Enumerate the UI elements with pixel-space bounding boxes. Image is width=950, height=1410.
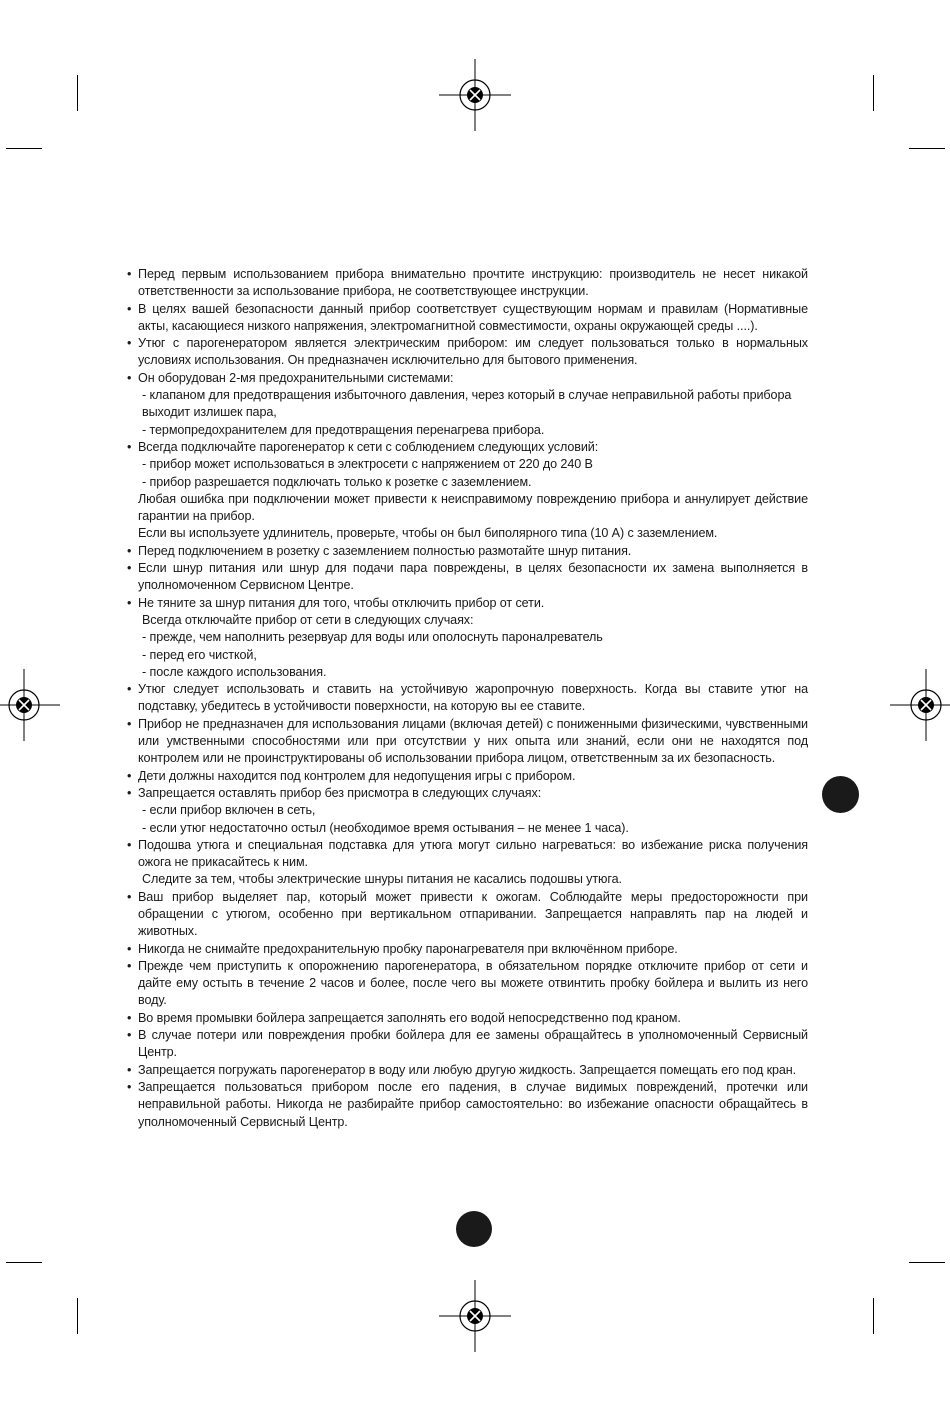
registration-target-top: [439, 59, 511, 131]
sub-item: - прибор может использоваться в электросети с напряжением от 220 до 240 В: [142, 457, 593, 472]
bullet-paragraph: • Запрещается оставлять прибор без присмотра в следующих случаях:: [126, 785, 808, 802]
bullet-paragraph: • Если шнур питания или шнур для подачи пара повреждены, в целях безопасности их замена выполняется в уполномоченном Сервисном Центре.: [126, 560, 808, 595]
crop-mark-bottom-right-vertical: [873, 1298, 874, 1334]
page-number-dot: [456, 1211, 492, 1247]
continuation-paragraph: Если вы используете удлинитель, проверьте, чтобы он был биполярного типа (10 А) с заземлением.: [138, 526, 718, 541]
sub-item: - прибор разрешается подключать только к розетке с заземлением.: [142, 474, 532, 489]
continuation-paragraph: Всегда отключайте прибор от сети в следующих случаях:: [142, 612, 474, 627]
crop-mark-bottom-right-horizontal: [909, 1262, 945, 1263]
bullet-paragraph: • В случае потери или повреждения пробки бойлера для ее замены обращайтесь в уполномоченный Сервисный Центр.: [126, 1027, 808, 1062]
sub-item: - если прибор включен в сеть,: [142, 803, 316, 818]
bullet-paragraph: • Запрещается пользоваться прибором после его падения, в случае видимых повреждений, протечки или неправильной работы. Никогда не разбирайте прибор самостоятельно: во избежание опасности обращайтесь в уполномоченный Сервисный Центр.: [126, 1079, 808, 1131]
crop-mark-bottom-left-vertical: [77, 1298, 78, 1334]
bullet-paragraph: • Перед первым использованием прибора внимательно прочтите инструкцию: производитель не несет никакой ответственности за использование прибора, не соответствующее инструкции.: [126, 266, 808, 301]
language-tab-dot: [822, 776, 859, 813]
bullet-paragraph: • Утюг с парогенератором является электрическим прибором: им следует пользоваться только в нормальных условиях использования. Он предназначен исключительно для бытового применения.: [126, 335, 808, 370]
registration-target-right: [890, 669, 950, 741]
safety-instructions: [126, 266, 808, 1131]
bullet-paragraph: • Ваш прибор выделяет пар, который может привести к ожогам. Соблюдайте меры предосторожности при обращении с утюгом, особенно при вертикальном отпаривании. Запрещается направлять пар на людей и животных.: [126, 889, 808, 941]
bullet-paragraph: • Прежде чем приступить к опорожнению парогенератора, в обязательном порядке отключите прибор от сети и дайте ему остыть в течение 2 часов и более, после чего вы можете отвинтить пробку бойлера и вылить из него воду.: [126, 958, 808, 1010]
continuation-paragraph: Следите за тем, чтобы электрические шнуры питания не касались подошвы утюга.: [142, 872, 622, 887]
bullet-paragraph: • Во время промывки бойлера запрещается заполнять его водой непосредственно под краном.: [126, 1010, 808, 1027]
sub-item: - клапаном для предотвращения избыточного давления, через который в случае неправильной работы прибора выходит излишек пара,: [142, 388, 792, 420]
bullet-paragraph: • Не тяните за шнур питания для того, чтобы отключить прибор от сети.: [126, 595, 808, 612]
bullet-paragraph: • Прибор не предназначен для использования лицами (включая детей) с пониженными физическими, чувственными или умственными способностями или при отсутствии у них опыта или знаний, если они не находятся под контролем или не проинструктированы об использовании прибора лицом, ответственным за их безопасность.: [126, 716, 808, 768]
bullet-paragraph: • Никогда не снимайте предохранительную пробку паронагревателя при включённом приборе.: [126, 941, 808, 958]
bullet-paragraph: • В целях вашей безопасности данный прибор соответствует существующим нормам и правилам (Нормативные акты, касающиеся низкого напряжения, электромагнитной совместимости, охраны окружающей среды ....).: [126, 301, 808, 336]
crop-mark-top-right-horizontal: [909, 148, 945, 149]
crop-mark-bottom-left-horizontal: [6, 1262, 42, 1263]
continuation-paragraph: Любая ошибка при подключении может привести к неисправимому повреждению прибора и аннулирует действие гарантии на прибор.: [138, 491, 808, 524]
registration-target-bottom: [439, 1280, 511, 1352]
crop-mark-top-left-horizontal: [6, 148, 42, 149]
bullet-paragraph: • Он оборудован 2-мя предохранительными системами:: [126, 370, 808, 387]
bullet-paragraph: • Перед подключением в розетку с заземлением полностью размотайте шнур питания.: [126, 543, 808, 560]
crop-mark-top-left-vertical: [77, 75, 78, 111]
sub-item: - термопредохранителем для предотвращения перенагрева прибора.: [142, 422, 545, 437]
sub-item: - прежде, чем наполнить резервуар для воды или ополоснуть пароналреватель: [142, 630, 603, 645]
crop-mark-top-right-vertical: [873, 75, 874, 111]
sub-item: - перед его чисткой,: [142, 647, 257, 662]
sub-item: - после каждого использования.: [142, 664, 327, 679]
bullet-paragraph: • Всегда подключайте парогенератор к сети с соблюдением следующих условий:: [126, 439, 808, 456]
sub-item: - если утюг недостаточно остыл (необходимое время остывания – не менее 1 часа).: [142, 820, 629, 835]
registration-target-left: [0, 669, 60, 741]
bullet-paragraph: • Подошва утюга и специальная подставка для утюга могут сильно нагреваться: во избежание риска получения ожога не прикасайтесь к ним.: [126, 837, 808, 872]
bullet-paragraph: • Утюг следует использовать и ставить на устойчивую жаропрочную поверхность. Когда вы ставите утюг на подставку, убедитесь в устойчивости поверхности, на которую вы ее ставите.: [126, 681, 808, 716]
bullet-paragraph: • Запрещается погружать парогенератор в воду или любую другую жидкость. Запрещается помещать его под кран.: [126, 1062, 808, 1079]
bullet-paragraph: • Дети должны находится под контролем для недопущения игры с прибором.: [126, 768, 808, 785]
